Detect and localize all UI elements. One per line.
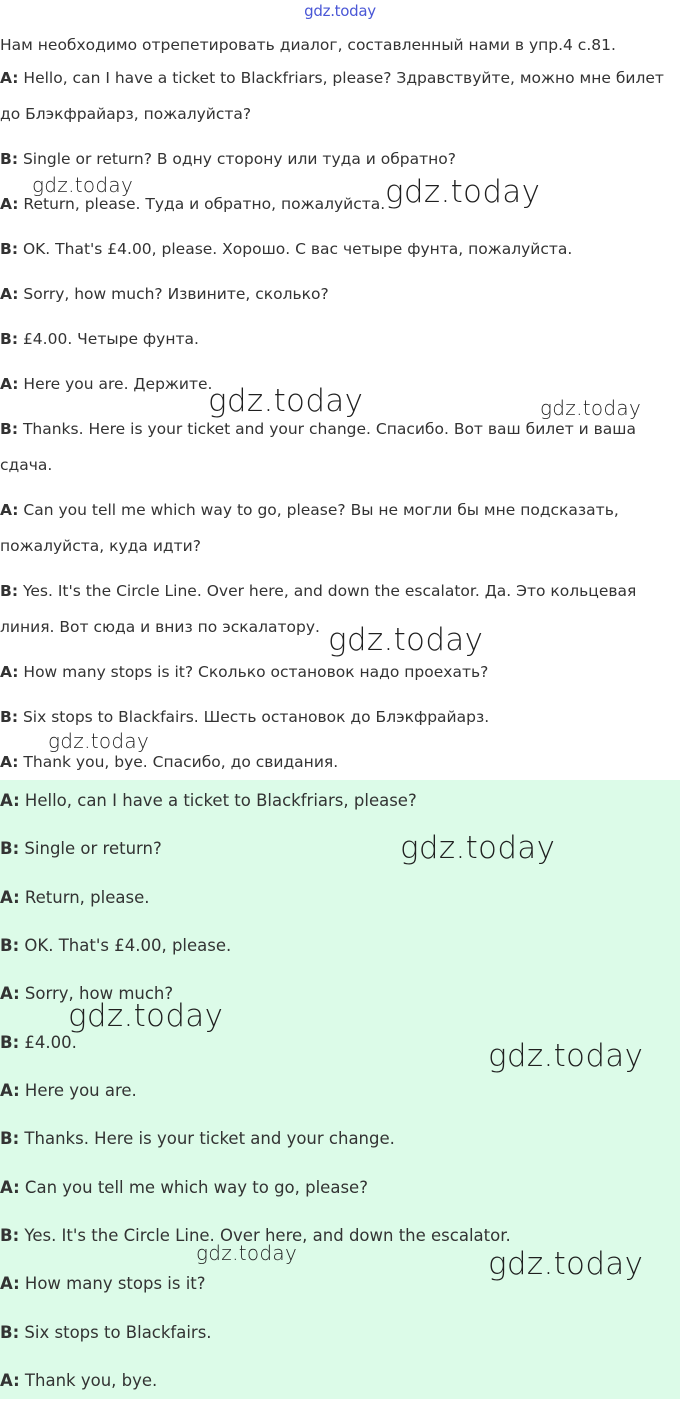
speaker-label: A: — [0, 753, 19, 771]
translated-dialogue — [0, 60, 680, 780]
dialogue-line — [0, 321, 680, 357]
speaker-label: A: — [0, 285, 19, 303]
line-text: Thank you, bye. Спасибо, до свидания. — [18, 753, 339, 771]
line-text: Six stops to Blackfairs. Шесть остановок до Блэкфрайарз. — [18, 708, 490, 726]
dialogue-line — [0, 880, 680, 928]
line-text: How many stops is it? — [19, 1274, 206, 1294]
line-text: OK. That's £4.00, please. — [19, 936, 232, 956]
dialogue-line — [0, 276, 680, 312]
site-mark[interactable]: gdz.today — [304, 2, 376, 20]
dialogue-line — [0, 1170, 680, 1218]
watermark: gdz.today — [208, 383, 364, 419]
speaker-label: B: — [0, 582, 19, 600]
intro-text: Нам необходимо отрепетировать диалог, составленный нами в упр.4 с.81. — [0, 36, 616, 54]
speaker-label: B: — [0, 839, 20, 859]
speaker-label: A: — [0, 663, 19, 681]
watermark: gdz.today — [328, 622, 484, 658]
watermark: gdz.today — [32, 173, 134, 197]
speaker-label: A: — [0, 1081, 20, 1101]
dialogue-line — [0, 141, 680, 177]
line-text: Single or return? — [19, 839, 162, 859]
line-text: Thanks. Here is your ticket and your change. — [19, 1129, 395, 1149]
dialogue-line — [0, 1121, 680, 1169]
speaker-label: A: — [0, 69, 19, 87]
watermark: gdz.today — [385, 174, 541, 210]
line-text: How many stops is it? Сколько остановок надо проехать? — [18, 663, 489, 681]
speaker-label: B: — [0, 330, 19, 348]
speaker-label: B: — [0, 420, 19, 438]
speaker-label: A: — [0, 195, 19, 213]
speaker-label: B: — [0, 936, 20, 956]
dialogue-line — [0, 654, 680, 690]
line-text: Return, please. Туда и обратно, пожалуйста. — [18, 195, 386, 213]
line-text: Yes. It's the Circle Line. Over here, and down the escalator. — [19, 1226, 511, 1246]
watermark: gdz.today — [68, 998, 224, 1034]
watermark: gdz.today — [400, 830, 556, 866]
line-text: OK. That's £4.00, please. Хорошо. С вас четыре фунта, пожалуйста. — [18, 240, 573, 258]
dialogue-line — [0, 492, 680, 564]
english-dialogue — [0, 783, 680, 1411]
line-text: Hello, can I have a ticket to Blackfriars, please? Здравствуйте, можно мне билет до Блэкфрайарз, пожалуйста? — [0, 69, 664, 123]
speaker-label: B: — [0, 240, 19, 258]
speaker-label: A: — [0, 1274, 20, 1294]
line-text: Return, please. — [19, 887, 150, 907]
watermark: gdz.today — [540, 396, 642, 420]
line-text: Here you are. Держите. — [18, 375, 213, 393]
line-text: Sorry, how much? — [19, 984, 174, 1004]
speaker-label: A: — [0, 984, 20, 1004]
line-text: Can you tell me which way to go, please? Вы не могли бы мне подсказать, пожалуйста, куда идти? — [0, 501, 619, 555]
line-text: Single or return? В одну сторону или туда и обратно? — [18, 150, 457, 168]
speaker-label: A: — [0, 887, 20, 907]
watermark: gdz.today — [48, 729, 150, 753]
dialogue-line — [0, 928, 680, 976]
line-text: £4.00. Четыре фунта. — [18, 330, 199, 348]
watermark: gdz.today — [488, 1038, 644, 1074]
speaker-label: A: — [0, 791, 20, 810]
line-text: Yes. It's the Circle Line. Over here, and down the escalator. Да. Это кольцевая линия. Вот сюда и вниз по эскалатору. — [0, 582, 637, 636]
speaker-label: B: — [0, 1226, 20, 1246]
speaker-label: A: — [0, 1177, 20, 1197]
speaker-label: B: — [0, 1032, 20, 1052]
speaker-label: A: — [0, 1371, 20, 1391]
line-text: Thank you, bye. — [19, 1371, 158, 1391]
line-text: Six stops to Blackfairs. — [19, 1322, 212, 1342]
dialogue-line — [0, 231, 680, 267]
dialogue-line — [0, 1315, 680, 1363]
dialogue-line — [0, 831, 680, 879]
speaker-label: B: — [0, 1129, 20, 1149]
line-text: Sorry, how much? Извините, сколько? — [18, 285, 329, 303]
dialogue-line — [0, 60, 680, 132]
speaker-label: B: — [0, 708, 19, 726]
speaker-label: A: — [0, 501, 19, 519]
dialogue-line — [0, 1073, 680, 1121]
speaker-label: B: — [0, 1322, 20, 1342]
watermark: gdz.today — [196, 1241, 298, 1265]
speaker-label: B: — [0, 150, 19, 168]
line-text: Thanks. Here is your ticket and your change. Спасибо. Вот ваш билет и ваша сдача. — [0, 420, 636, 474]
dialogue-line — [0, 411, 680, 483]
line-text: £4.00. — [19, 1032, 77, 1052]
watermark: gdz.today — [488, 1246, 644, 1282]
dialogue-line — [0, 1363, 680, 1411]
line-text: Here you are. — [19, 1081, 137, 1101]
line-text: Hello, can I have a ticket to Blackfriars, please? — [19, 791, 417, 810]
speaker-label: A: — [0, 375, 19, 393]
dialogue-line — [0, 783, 680, 831]
line-text: Can you tell me which way to go, please? — [19, 1177, 368, 1197]
